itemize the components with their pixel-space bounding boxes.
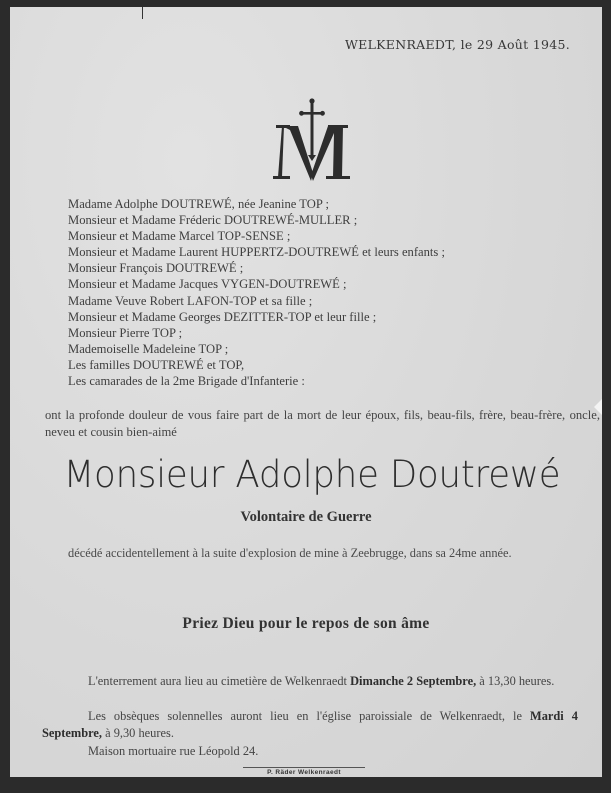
prayer-line: Priez Dieu pour le repos de son âme — [182, 615, 430, 632]
top-tick-mark — [142, 7, 143, 19]
family-member: Mademoiselle Madeleine TOP ; — [68, 341, 229, 356]
printer-credit: P. Räder Welkenraedt — [267, 769, 341, 776]
funeral-date: Mardi 4 Septembre, — [42, 709, 578, 740]
burial-date: Dimanche 2 Septembre, — [350, 674, 477, 688]
obituary-card — [10, 7, 602, 777]
family-member: Monsieur et Madame Marcel TOP-SENSE ; — [68, 229, 291, 244]
page-marker-icon — [594, 399, 602, 415]
deceased-name: Monsieur Adolphe Doutrewé — [63, 453, 561, 496]
family-member: Les camarades de la 2me Brigade d'Infanterie : — [68, 374, 305, 389]
funeral-text: Les obsèques solennelles auront lieu en l'église paroissiale de Welkenraedt, le — [88, 709, 531, 723]
announcement-text: ont la profonde douleur de vous faire part de la mort de leur époux, fils, beau-fils, frère, beau-frère, oncle, neveu et cousin bien-aimé — [45, 408, 600, 439]
family-member: Les familles DOUTREWÉ et TOP, — [68, 357, 245, 372]
family-member: Madame Adolphe DOUTREWÉ, née Jeanine TOP ; — [68, 197, 330, 211]
cross-monogram-icon — [268, 95, 358, 185]
printer-divider — [243, 767, 365, 768]
family-member: Monsieur François DOUTREWÉ ; — [68, 261, 244, 276]
family-list — [68, 196, 445, 389]
funeral-paragraph — [42, 708, 578, 742]
family-member: Monsieur et Madame Laurent HUPPERTZ-DOUTREWÉ et leurs enfants ; — [68, 245, 445, 260]
burial-paragraph — [42, 673, 578, 690]
dateline: WELKENRAEDT, le 29 Août 1945. — [345, 37, 571, 52]
death-notice: décédé accidentellement à la suite d'explosion de mine à Zeebrugge, dans sa 24me année. — [68, 546, 512, 560]
family-member: Monsieur Pierre TOP ; — [68, 325, 183, 340]
deceased-title: Volontaire de Guerre — [240, 509, 372, 525]
burial-text: L'enterrement aura lieu au cimetière de Welkenraedt — [88, 674, 351, 688]
house-of-mourning: Maison mortuaire rue Léopold 24. — [88, 744, 259, 758]
family-member: Madame Veuve Robert LAFON-TOP et sa fille ; — [68, 293, 313, 308]
funeral-time: à 9,30 heures. — [102, 726, 174, 740]
family-member: Monsieur et Madame Jacques VYGEN-DOUTREWÉ ; — [68, 277, 347, 292]
family-member: Monsieur et Madame Georges DEZITTER-TOP et leur fille ; — [68, 309, 377, 324]
burial-time: à 13,30 heures. — [476, 674, 555, 688]
family-member: Monsieur et Madame Fréderic DOUTREWÉ-MULLER ; — [68, 213, 358, 228]
